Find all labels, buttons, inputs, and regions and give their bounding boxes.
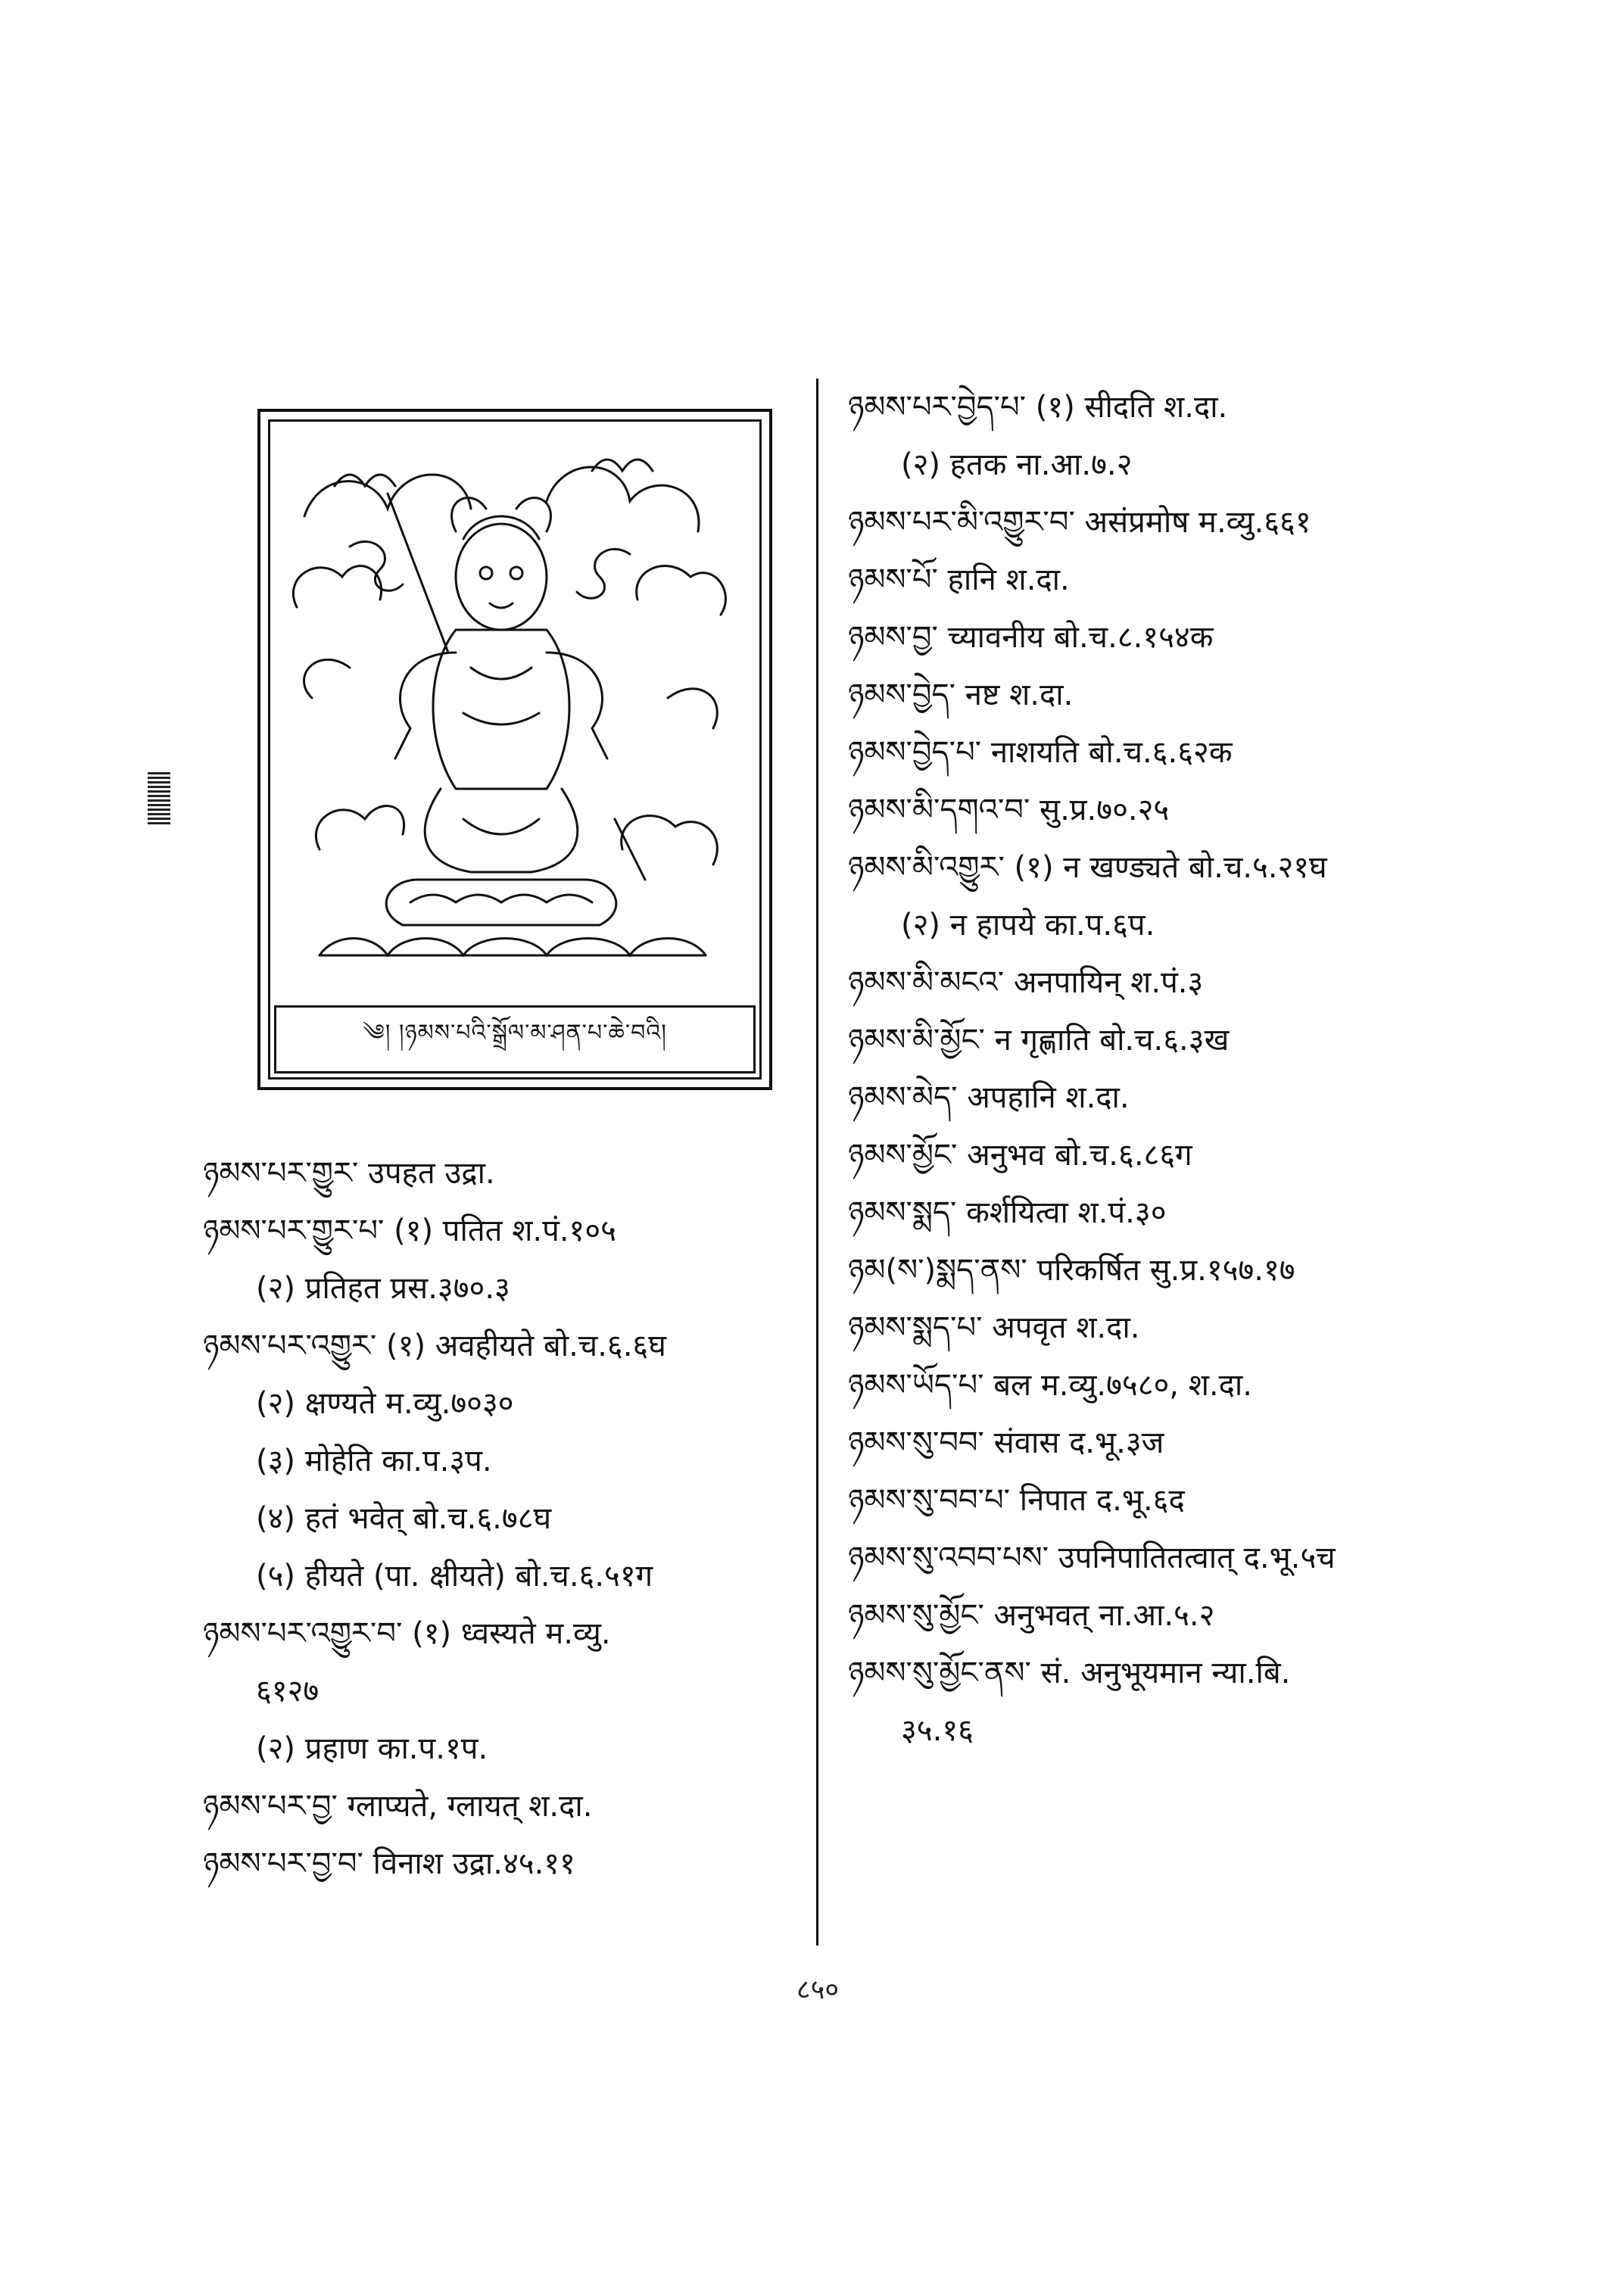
dictionary-entry: ཉམས་པར་བྱེད་པ་ (१) सीदति श.दा. bbox=[848, 390, 1228, 425]
dictionary-entry: ཉམས་སུ་མྱོང་ནས་ सं. अनुभूयमान न्या.बि. bbox=[848, 1656, 1291, 1690]
dictionary-entry: (२) हतक ना.आ.७.२ bbox=[901, 447, 1133, 482]
dictionary-entry: (२) प्रतिहत प्रस.३७०.३ bbox=[256, 1271, 510, 1306]
dictionary-entry: ཉམས་མི་དགའ་བ་ सु.प्र.७०.२५ bbox=[848, 793, 1170, 827]
dictionary-entry: ཉམས་པར་གྱུར་པ་ (१) पतित श.पं.१०५ bbox=[203, 1213, 616, 1248]
dictionary-entry: ཉམས་སྨད་པ་ अपवृत श.दा. bbox=[848, 1310, 1140, 1345]
dictionary-entry: ཉམས་པར་མི་འགྱུར་བ་ असंप्रमोष म.व्यु.६६१ bbox=[848, 505, 1311, 540]
dictionary-entry: ६१२७ bbox=[256, 1674, 320, 1709]
illustration-caption: ༄། །ཉམས་པའི་སྒྲོལ་མ་ཤན་པ་ཆེ་བའི། bbox=[274, 1005, 756, 1073]
dictionary-entry: ཉམས་བྱེད་ नष्ट श.दा. bbox=[848, 678, 1074, 712]
dictionary-entry: ཉམས་པར་བྱ་ ग्लाप्यते, ग्लायत् श.दा. bbox=[203, 1789, 593, 1824]
dictionary-entry: ཉམས་སུ་མྱོང་ अनुभवत् ना.आ.५.२ bbox=[848, 1598, 1215, 1633]
dictionary-entry: ཉམས་བྱ་ च्यावनीय बो.च.८.१५४क bbox=[848, 620, 1214, 655]
dictionary-entry: (२) क्षण्यते म.व्यु.७०३० bbox=[256, 1386, 514, 1421]
dictionary-entry: ཉམས་བྱེད་པ་ नाशयति बो.च.६.६२क bbox=[848, 735, 1233, 770]
page-number: ८५० bbox=[796, 1974, 840, 2005]
dictionary-entry: (३) मोहेति का.प.३प. bbox=[256, 1444, 492, 1478]
margin-mark bbox=[148, 772, 170, 825]
dictionary-entry: (४) हतं भवेत् बो.च.६.७८घ bbox=[256, 1501, 552, 1536]
dictionary-entry: ཉམས་མྱོང་ अनुभव बो.च.६.८६ग bbox=[848, 1138, 1192, 1173]
dictionary-entry: ཉམས་མི་འགྱུར་ (१) न खण्ड्यते बो.च.५.२१घ bbox=[848, 850, 1327, 885]
dictionary-entry: ཉམས་པར་འགྱུར་ (१) अवहीयते बो.च.६.६घ bbox=[203, 1329, 666, 1363]
deity-woodcut-illustration bbox=[257, 409, 772, 1090]
dictionary-entry: ཉམས་པར་གྱུར་ उपहत उद्रा. bbox=[203, 1156, 495, 1191]
dictionary-entry: ཉམས་མི་མྱོང་ न गृह्णाति बो.च.६.३ख bbox=[848, 1023, 1230, 1058]
dictionary-entry: ཉམས་པོ་ हानि श.दा. bbox=[848, 562, 1070, 597]
dictionary-entry: ཉམས་པར་འགྱུར་བ་ (१) ध्वस्यते म.व्यु. bbox=[203, 1616, 611, 1651]
dictionary-entry: (२) प्रहाण का.प.१प. bbox=[256, 1731, 488, 1766]
dictionary-entry: ཉམས་སུ་འབབ་པས་ उपनिपातितत्वात् द.भू.५च bbox=[848, 1541, 1336, 1575]
dictionary-entry: ཉམས་ཡོད་པ་ बल म.व्यु.७५८०, श.दा. bbox=[848, 1368, 1252, 1403]
dictionary-entry: (५) हीयते (पा. क्षीयते) बो.च.६.५१ग bbox=[256, 1559, 653, 1594]
right-column bbox=[848, 379, 1514, 1759]
column-divider bbox=[816, 379, 818, 1946]
dictionary-entry: ཉམས་སུ་བབ་ संवास द.भू.३ज bbox=[848, 1425, 1164, 1460]
dictionary-entry: ཉམས་སུ་བབ་པ་ निपात द.भू.६द bbox=[848, 1483, 1185, 1518]
dictionary-entry: ཉམས་མེད་ अपहानि श.दा. bbox=[848, 1080, 1130, 1115]
dictionary-entry: ཉམ(ས་)སྨད་ནས་ परिकर्षित सु.प्र.१५७.१७ bbox=[848, 1253, 1295, 1288]
dictionary-entry: ཉམས་པར་བྱ་བ་ विनाश उद्रा.४५.११ bbox=[203, 1846, 575, 1881]
dictionary-entry: ३५.१६ bbox=[901, 1713, 974, 1748]
left-column bbox=[203, 1145, 801, 1893]
dictionary-entry: (२) न हापये का.प.६प. bbox=[901, 908, 1155, 942]
dictionary-entry: ཉམས་མི་མངའ་ अनपायिन् श.पं.३ bbox=[848, 965, 1204, 1000]
deity-woodcut-icon bbox=[274, 425, 745, 1001]
dictionary-entry: ཉམས་སྨད་ कर्शयित्वा श.पं.३० bbox=[848, 1195, 1167, 1230]
